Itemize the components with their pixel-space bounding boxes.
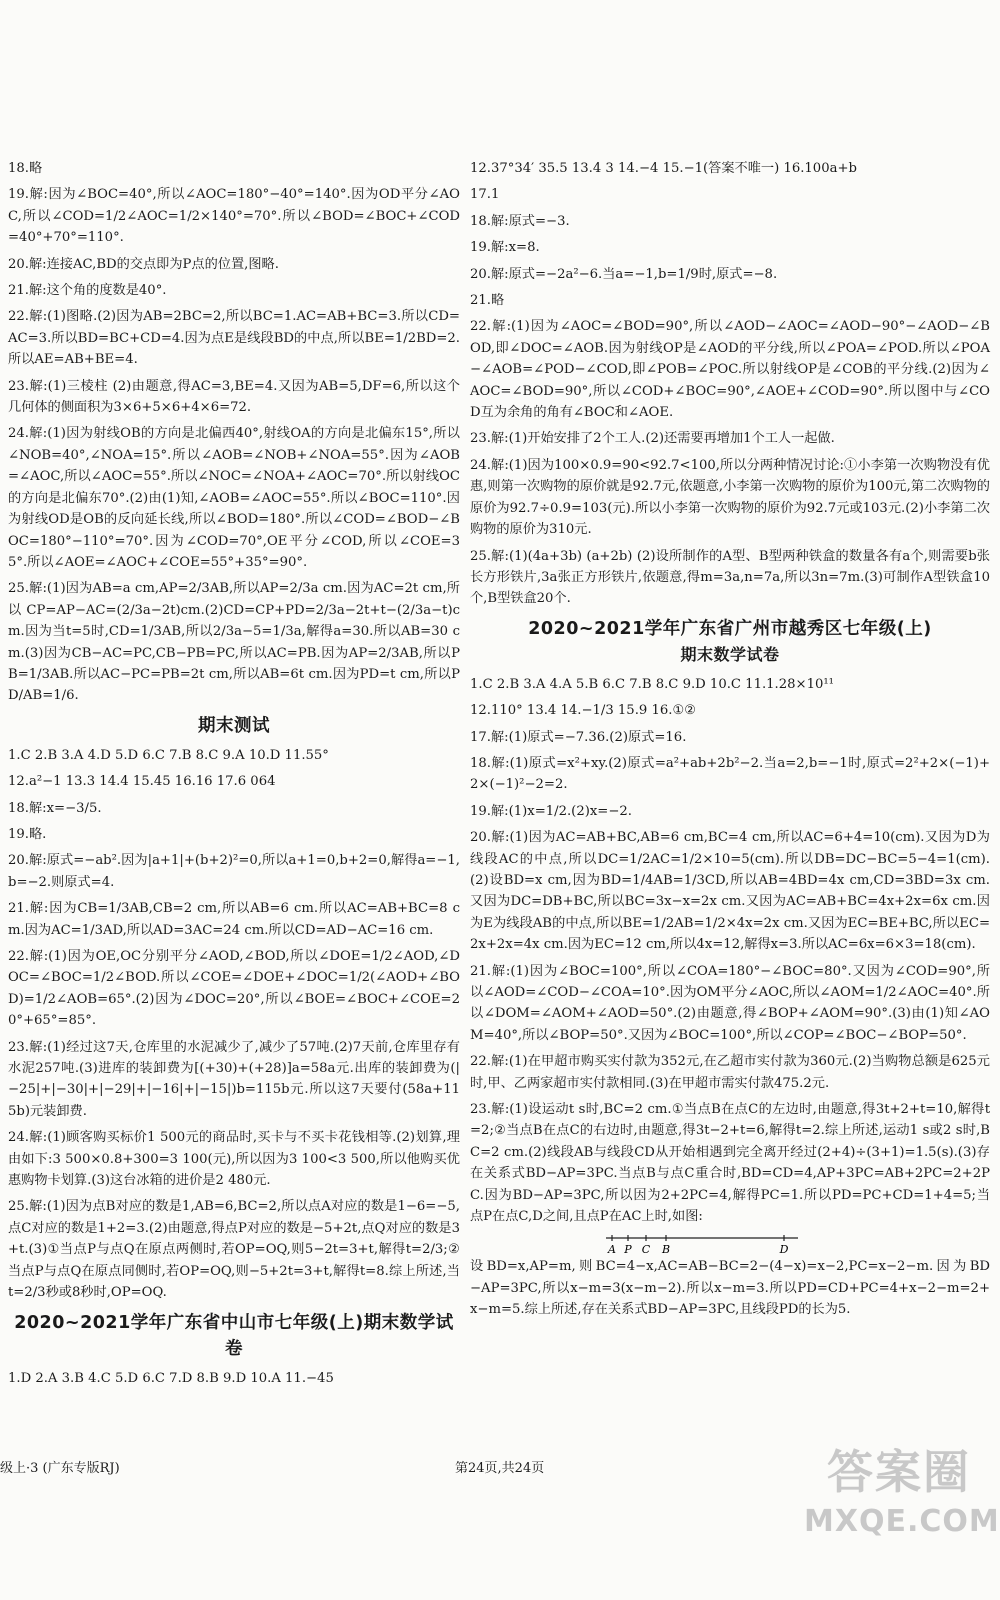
final-test-title: 期末测试 [198,715,270,736]
right-answer-list [470,158,990,610]
segment-point-label: D [779,1243,789,1257]
answer-item: 12.110° 13.4 14.−1/3 15.9 16.①② [470,703,697,719]
left-column [8,158,460,1394]
answer-item: 25.解:(1)因为AB=a cm,AP=2/3AB,所以AP=2/3a cm.因为AC=2t cm,所以CP=AP−AC=(2/3a−2t)cm.(2)CD=CP+PD=2/3a−2t+t−(2/3a−t)cm.因为当t=5时,CD=1/3AB,所以2/3a−5=1/3a,解得a=30.所以AB=30 cm.(3)因为CB−AC=PC,CB−PB=PC,所以AC=PB.因为AP=2/3AB,所以PB=1/3AB.所以AC−PC=PB=2t cm,所以AB=6t cm.因为PD=t cm,所以PD/AB=1/6. [8,581,460,704]
answer-item: 22.解:(1)因为OE,OC分别平分∠AOD,∠BOD,所以∠DOE=1/2∠AOD,∠DOC=∠BOC=1/2∠BOD.所以∠COE=∠DOE+∠DOC=1/2(∠AOD+∠BOD)=1/2∠AOB=65°.(2)因为∠DOC=20°,所以∠BOE=∠BOC+∠COE=20°+65°=85°. [8,949,460,1029]
answer-item: 1.D 2.A 3.B 4.C 5.D 6.C 7.D 8.B 9.D 10.A 11.−45 [8,1370,334,1386]
watermark-mark: 答案圈 [827,1445,971,1499]
watermark-url: MXQE.COM [804,1504,1000,1539]
answer-item: 24.解:(1)因为100×0.9=90<92.7<100,所以分两种情况讨论:①小李第一次购物没有优惠,则第一次购物的原价就是92.7元,依题意,小李第一次购物的原价为100元,第二次购物的原价为92.7÷0.9=103(元).所以小李第一次购物的原价为92.7元或103元.(2)小李第二次购物的原价为310元. [470,457,990,538]
answer-item: 19.解:因为∠BOC=40°,所以∠AOC=180°−40°=140°.因为OD平分∠AOC,所以∠COD=1/2∠AOC=1/2×140°=70°.所以∠BOD=∠BOC+∠COD=40°+70°=110°. [8,187,460,246]
answer-item: 17.1 [470,187,500,203]
watermark-logo [804,1440,1000,1590]
answer-item: 12.a²−1 13.3 14.4 15.45 16.16 17.6 064 [8,774,276,790]
answer-item: 20.解:连接AC,BD的交点即为P点的位置,图略. [8,256,279,272]
answer-item: 17.解:(1)原式=−7.36.(2)原式=16. [470,729,687,745]
answer-item: 21.解:因为CB=1/3AB,CB=2 cm,所以AB=6 cm.所以AC=AB+BC=8 cm.因为AC=1/3AD,所以AD=3AC=24 cm.所以CD=AD−AC=16 cm. [8,901,460,938]
left-answer-list [8,158,460,707]
segment-point-label: A [608,1243,616,1257]
answer-item: 25.解:(1)因为点B对应的数是1,AB=6,BC=2,所以点A对应的数是1−6=−5,点C对应的数是1+2=3.(2)由题意,得点P对应的数是−5+2t,点Q对应的数是3+t.(3)①当点P与点Q在原点两侧时,若OP=OQ,则5−2t=3+t,解得t=2/3;②当点P与点Q在原点同侧时,若OP=OQ,则−5+2t=3+t,解得t=8.综上所述,当t=2/3秒或8秒时,OP=OQ. [8,1199,460,1301]
answer-item: 18.解:(1)原式=x²+xy.(2)原式=a²+ab+2b²−2.当a=2,b=−1时,原式=2²+2×(−1)+2×(−1)²−2=2. [470,755,990,793]
answer-item-tail: 设BD=x,AP=m,则BC=4−x,AC=AB−BC=2−(4−x)=x−2,PC=x−2−m.因为BD−AP=3PC,所以x−m=3(x−m−2).所以x−m=3.所以PD=CD+PC=4+x−2−m=2+x−m=5.综上所述,存在关系式BD−AP=3PC,且线段PD的长为5. [470,1259,990,1318]
right-column [470,158,990,1326]
answer-item: 23.解:(1)三棱柱 (2)由题意,得AC=3,BE=4.又因为AB=5,DF=6,所以这个几何体的侧面积为3×6+5×6+4×6=72. [8,378,460,416]
answer-item: 25.解:(1)(4a+3b) (a+2b) (2)设所制作的A型、B型两种铁盒的数量各有a个,则需要b张长方形铁片,3a张正方形铁片,依题意,得m=3a,n=7a,所以3n=7m.(3)可制作A型铁盒10个,B型铁盒20个. [470,548,990,607]
answer-item: 24.解:(1)顾客购买标价1 500元的商品时,买卡与不买卡花钱相等.(2)划算,理由如下:3 500×0.8+300=3 100(元),所以因为3 100<3 500,所以他购买优惠购物卡划算.(3)这台冰箱的进价是2 480元. [8,1130,460,1189]
answer-item: 20.解:原式=−ab².因为|a+1|+(b+2)²=0,所以a+1=0,b+2=0,解得a=−1,b=−2.则原式=4. [8,853,460,890]
answer-item: 18.略 [8,161,43,176]
answer-item: 22.解:(1)图略.(2)因为AB=2BC=2,所以BC=1.AC=AB+BC=3.所以CD=AC=3.所以BD=BC+CD=4.因为点E是线段BD的中点,所以BE=1/2BD=2.所以AE=AB+BE=4. [8,309,460,368]
footer-book-label: 级上·3 (广东专版RJ) [0,1461,120,1476]
footer-page-number: 第24页,共24页 [455,1461,545,1476]
answer-item: 23.解:(1)经过这7天,仓库里的水泥减少了,减少了57吨.(2)7天前,仓库里存有水泥257吨.(3)进库的装卸费为[(+30)+(+28)]a=58a元.出库的装卸费为(|−25|+|−30|+|−29|+|−16|+|−15|)b=115b元.所以这7天要付(58a+115b)元装卸费. [8,1039,460,1119]
answer-item: 1.C 2.B 3.A 4.D 5.D 6.C 7.B 8.C 9.A 10.D 11.55° [8,747,329,763]
answer-item: 23.解:(1)设运动t s时,BC=2 cm.①当点B在点C的左边时,由题意,得3t+2+t=10,解得t=2;②当点B在点C的右边时,由题意,得3t−2+t=6,解得t=2.综上所述,运动1 s或2 s时,BC=2 cm.(2)线段AB与线段CD从开始相遇到完全离开经过(2+4)÷(3+1)=1.5(s).(3)存在关系式BD−AP=3PC.当点B与点C重合时,BD=CD=4,AP+3PC=AB+2PC=2+2PC.因为BD−AP=3PC,所以因为2+2PC=4,解得PC=1.所以PD=PC+CD=1+4=5;当点P在点C,D之间,且点P在AC上时,如图: [470,1102,990,1225]
segment-point-label: B [661,1243,671,1257]
answer-item: 1.C 2.B 3.A 4.A 5.B 6.C 7.B 8.C 9.D 10.C 11.1.28×10¹¹ [470,676,834,692]
answer-item: 19.解:(1)x=1/2.(2)x=−2. [470,803,632,819]
answer-item: 18.解:原式=−3. [470,213,570,229]
yuexiu-exam-title [470,616,990,668]
answer-item: 22.解:(1)在甲超市购买实付款为352元,在乙超市实付款为360元.(2)当购物总额是625元时,甲、乙两家超市实付款相同.(3)在甲超市需实付款475.2元. [470,1054,990,1091]
answer-item: 21.解:这个角的度数是40°. [8,283,167,299]
zhongshan-exam-title: 2020~2021学年广东省中山市七年级(上)期末数学试卷 [14,1312,454,1359]
answer-item: 21.解:(1)因为∠BOC=100°,所以∠COA=180°−∠BOC=80°.又因为∠COD=90°,所以∠AOD=∠COD−∠COA=10°.因为OM平分∠AOC,所以∠AOM=1/2∠AOC=40°.所以∠DOM=∠AOM+∠AOD=50°.(2)由题意,得∠BOP+∠AOM=90°.(3)由(1)知∠AOM=40°,所以∠BOP=50°.又因为∠BOC=100°,所以∠COP=∠BOC−∠BOP=50°. [470,963,990,1043]
zhongshan-answer-list [8,1368,460,1389]
segment-point-label: P [624,1243,632,1257]
answer-item: 20.解:(1)因为AC=AB+BC,AB=6 cm,BC=4 cm,所以AC=6+4=10(cm).又因为D为线段AC的中点,所以DC=1/2AC=1/2×10=5(cm).所以DB=DC−BC=5−4=1(cm).(2)设BD=x cm,因为BD=1/4AB=1/3CD,所以AB=4BD=4x cm,CD=3BD=3x cm.又因为DC=DB+BC,所以BC=3x−x=2x cm.又因为AC=AB+BC=4x+2x=6x cm.因为E为线段AB的中点,所以BE=1/2AB=1/2×4x=2x cm.又因为EC=BE+BC,所以EC=2x+2x=4x cm.因为EC=12 cm,所以4x=12,解得x=3.所以AC=6x=6×3=18(cm). [470,830,990,953]
segment-point-label: C [641,1243,651,1257]
yuexiu-title-line2: 期末数学试卷 [680,644,780,664]
final-test-answer-list [8,745,460,1304]
answer-item: 19.解:x=8. [470,240,540,256]
answer-item: 19.略. [8,826,47,842]
answer-item: 22.解:(1)因为∠AOC=∠BOD=90°,所以∠AOD−∠AOC=∠AOD−90°−∠AOD−∠BOD,即∠DOC=∠AOB.因为射线OP是∠AOD的平分线,所以∠POA=∠POD.所以∠POA−∠AOB=∠POD−∠COD,即∠POB=∠POC.所以射线OP是∠COB的平分线.(2)因为∠AOC=∠BOD=90°,所以∠COD+∠BOC=90°,∠AOE+∠COD=90°.所以图中与∠COD互为余角的角有∠BOC和∠AOE. [470,319,990,421]
answer-item: 12.37°34′ 35.5 13.4 3 14.−4 15.−1(答案不唯一) 16.100a+b [470,161,857,176]
answer-item: 24.解:(1)因为射线OB的方向是北偏西40°,射线OA的方向是北偏东15°,所以∠NOB=40°,∠NOA=15°.所以∠AOB=∠NOB+∠NOA=55°.因为∠AOB=∠AOC,所以∠AOC=55°.所以∠NOC=∠NOA+∠AOC=70°.所以射线OC的方向是北偏东70°.(2)由(1)知,∠AOB=∠AOC=55°.所以∠BOC=110°.因为射线OD是OB的反向延长线,所以∠BOD=180°.所以∠COD=∠BOD−∠BOC=180°−110°=70°.因为∠COD=70°,OE平分∠COD,所以∠COE=35°.所以∠AOE=∠AOC+∠COE=55°+35°=90°. [8,426,460,570]
answer-item: 18.解:x=−3/5. [8,800,102,816]
answer-item: 20.解:原式=−2a²−6.当a=−1,b=1/9时,原式=−8. [470,266,778,282]
line-segment-figure [602,1232,802,1256]
answer-item: 21.略 [470,293,505,309]
answer-item: 23.解:(1)开始安排了2个工人.(2)还需要再增加1个工人一起做. [470,431,835,447]
yuexiu-answer-list [470,674,990,1228]
yuexiu-title-line1: 2020~2021学年广东省广州市越秀区七年级(上) [528,618,932,639]
